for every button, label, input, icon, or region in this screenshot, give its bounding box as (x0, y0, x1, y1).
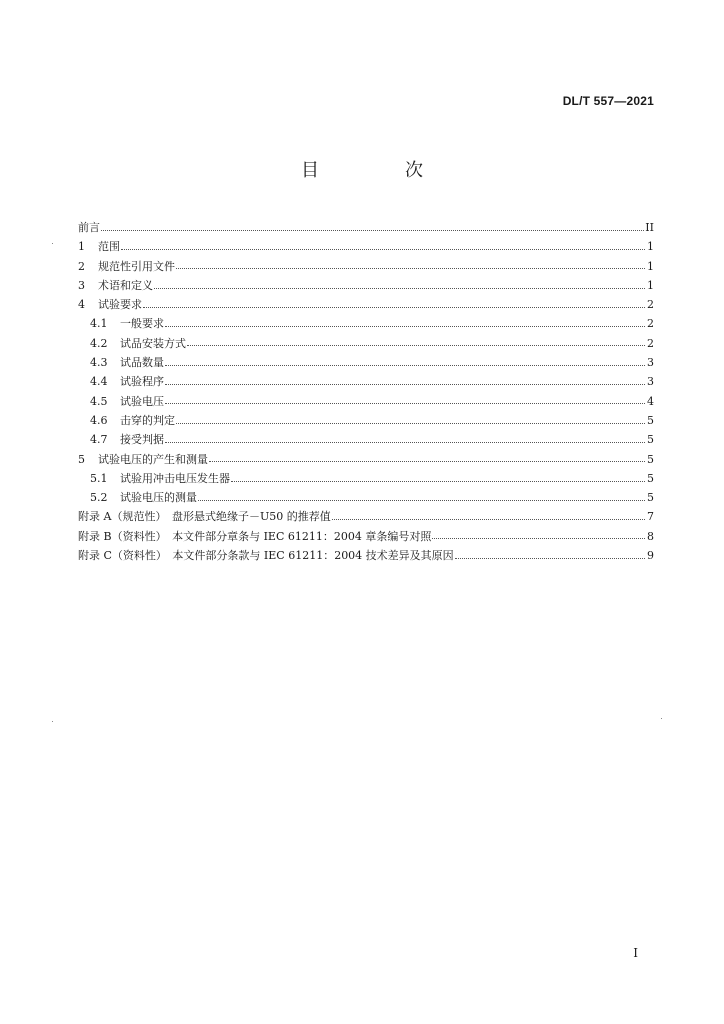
toc-entry-page: 4 (647, 394, 654, 408)
toc-entry[interactable] (78, 295, 654, 314)
toc-entry-number: 4.1 (90, 317, 108, 331)
toc-entry-title: 附录 C（资料性） 本文件部分条款与 IEC 61211：2004 技术差异及其原因 (78, 549, 454, 563)
toc-leader-dots (187, 344, 645, 346)
toc-entry[interactable] (78, 276, 654, 295)
toc-entry-title: 术语和定义 (98, 278, 153, 292)
toc-leader-dots (176, 422, 645, 424)
toc-entry-number: 4.6 (90, 413, 108, 427)
toc-entry-page: 1 (647, 259, 654, 273)
toc-entry[interactable] (78, 527, 654, 546)
toc-entry-number: 4.2 (90, 336, 108, 350)
toc-entry[interactable] (78, 218, 654, 237)
table-of-contents (78, 218, 654, 565)
toc-entry-title: 一般要求 (120, 317, 164, 331)
toc-entry-number: 2 (78, 259, 85, 273)
toc-entry-page: 5 (647, 471, 654, 485)
toc-entry-title: 接受判据 (120, 433, 164, 447)
toc-entry-number: 4 (78, 298, 85, 312)
toc-entry[interactable] (78, 314, 654, 333)
toc-entry-title: 试验电压的产生和测量 (98, 452, 208, 466)
toc-leader-dots (165, 383, 645, 385)
toc-entry-number: 4.7 (90, 433, 108, 447)
toc-entry-title: 试验要求 (98, 298, 142, 312)
toc-entry[interactable] (78, 257, 654, 276)
toc-entry-title: 规范性引用文件 (98, 259, 175, 273)
document-code: DL/T 557—2021 (562, 94, 654, 108)
toc-entry[interactable] (78, 507, 654, 526)
toc-entry[interactable] (78, 546, 654, 565)
toc-entry-title: 试验用冲击电压发生器 (120, 471, 230, 485)
page-number: I (633, 946, 638, 960)
toc-entry-page: 5 (647, 433, 654, 447)
toc-entry[interactable] (78, 488, 654, 507)
toc-entry[interactable] (78, 411, 654, 430)
toc-entry[interactable] (78, 372, 654, 391)
toc-leader-dots (165, 325, 645, 327)
scan-speck (52, 243, 53, 244)
toc-entry-page: 2 (647, 298, 654, 312)
toc-entry-title: 前言 (78, 221, 100, 234)
toc-entry-page: 8 (647, 529, 654, 543)
toc-entry[interactable] (78, 353, 654, 372)
toc-leader-dots (231, 480, 645, 482)
scan-speck (52, 721, 53, 722)
toc-entry-number: 1 (78, 240, 85, 254)
toc-entry-page: 1 (647, 240, 654, 254)
toc-entry-page: 9 (647, 549, 654, 563)
toc-entry-title: 试品数量 (120, 356, 164, 370)
toc-entry-page: 1 (647, 278, 654, 292)
toc-entry-number: 4.4 (90, 375, 108, 389)
toc-entry-page: 2 (647, 317, 654, 331)
toc-entry-page: 5 (647, 452, 654, 466)
toc-leader-dots (121, 248, 645, 250)
toc-entry-page: 5 (647, 491, 654, 505)
toc-leader-dots (209, 460, 645, 462)
toc-entry-title: 试验程序 (120, 375, 164, 389)
toc-entry-title: 范围 (98, 240, 120, 254)
toc-entry-title: 试验电压 (120, 394, 164, 408)
toc-leader-dots (455, 557, 645, 559)
toc-entry-title: 击穿的判定 (120, 413, 175, 427)
toc-leader-dots (198, 499, 645, 501)
toc-entry[interactable] (78, 334, 654, 353)
toc-leader-dots (332, 518, 645, 520)
toc-entry-page: 3 (647, 356, 654, 370)
toc-leader-dots (154, 287, 645, 289)
toc-entry-page: 7 (647, 510, 654, 524)
toc-entry-number: 5 (78, 452, 85, 466)
toc-entry-page: 2 (647, 336, 654, 350)
toc-leader-dots (143, 306, 645, 308)
toc-leader-dots (165, 441, 645, 443)
toc-entry[interactable] (78, 237, 654, 256)
toc-leader-dots (101, 229, 644, 231)
toc-entry[interactable] (78, 430, 654, 449)
toc-leader-dots (432, 537, 645, 539)
toc-entry[interactable] (78, 392, 654, 411)
toc-entry-number: 5.2 (90, 491, 108, 505)
toc-title: 目 次 (301, 160, 457, 181)
toc-entry-title: 试品安装方式 (120, 336, 186, 350)
toc-entry[interactable] (78, 469, 654, 488)
toc-entry-title: 附录 B（资料性） 本文件部分章条与 IEC 61211：2004 章条编号对照 (78, 529, 432, 543)
toc-entry-number: 3 (78, 278, 85, 292)
toc-entry-number: 5.1 (90, 471, 108, 485)
toc-entry[interactable] (78, 450, 654, 469)
toc-entry-page: II (645, 221, 654, 234)
scan-speck (661, 718, 662, 719)
toc-leader-dots (176, 267, 645, 269)
toc-entry-page: 3 (647, 375, 654, 389)
toc-leader-dots (165, 364, 645, 366)
toc-entry-title: 附录 A（规范性） 盘形悬式绝缘子－U50 的推荐值 (78, 510, 331, 524)
toc-entry-number: 4.3 (90, 356, 108, 370)
toc-entry-page: 5 (647, 413, 654, 427)
toc-entry-number: 4.5 (90, 394, 108, 408)
toc-leader-dots (165, 402, 645, 404)
toc-entry-title: 试验电压的测量 (120, 491, 197, 505)
